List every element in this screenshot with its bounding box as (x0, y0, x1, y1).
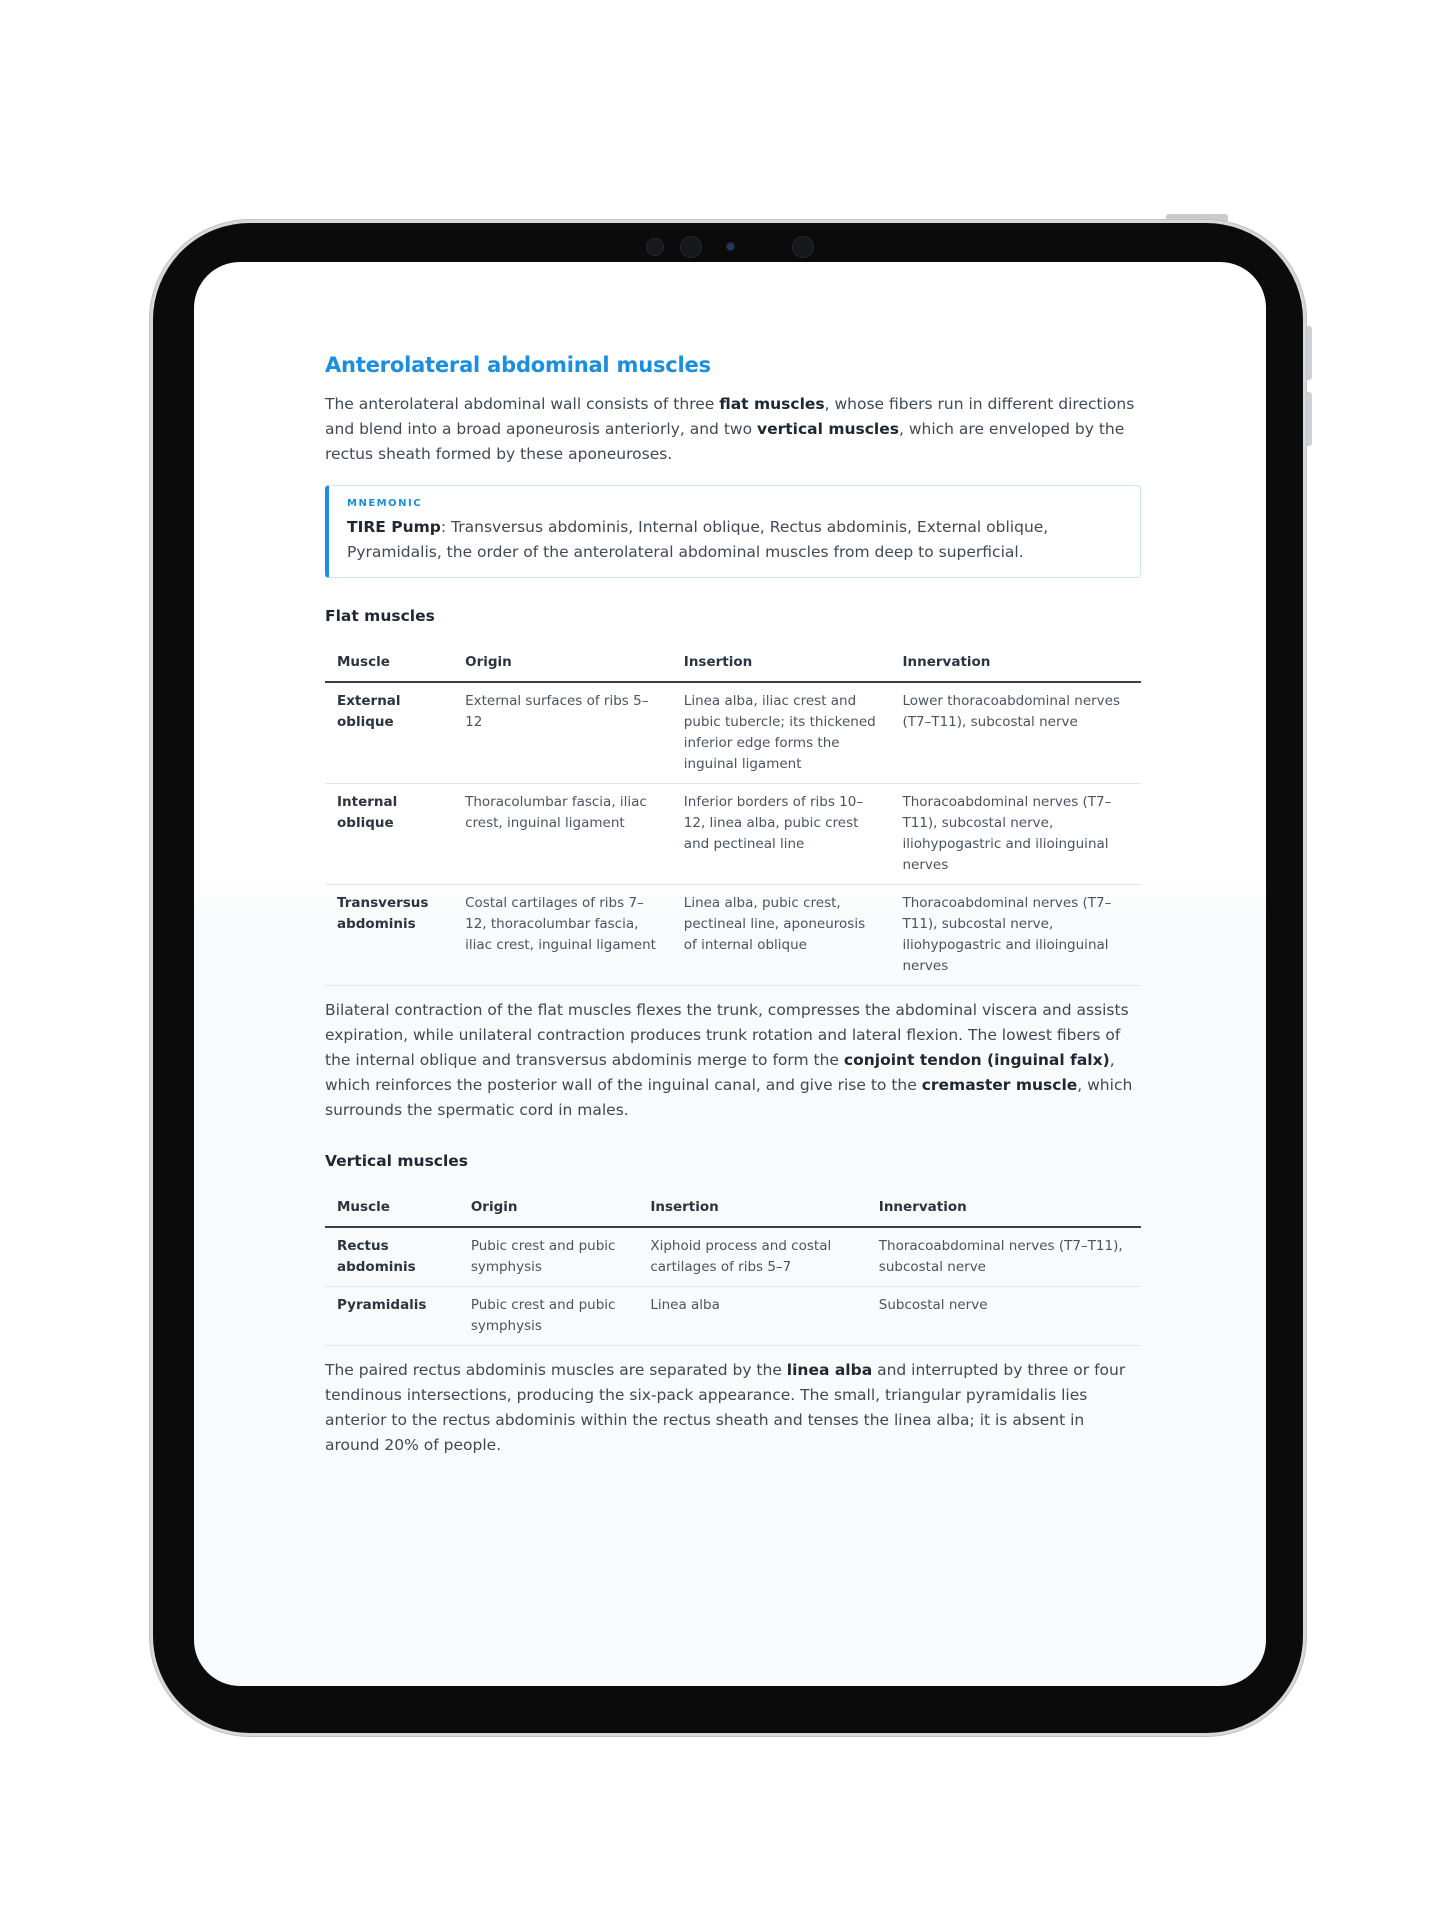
muscle-name: External oblique (325, 682, 453, 784)
innervation-cell: Lower thoracoabdominal nerves (T7–T11), subcostal nerve (890, 682, 1141, 784)
vertical-muscles-heading: Vertical muscles (325, 1152, 469, 1170)
innervation-cell: Thoracoabdominal nerves (T7–T11), subcostal nerve (867, 1227, 1141, 1287)
muscle-name: Transversus abdominis (325, 885, 453, 986)
volume-down-button (1306, 392, 1312, 446)
article (325, 350, 1141, 1458)
sensor-dot (792, 236, 814, 258)
tablet-screen (194, 262, 1266, 1686)
bold-term: cremaster muscle (921, 1076, 1078, 1094)
vertical-muscles-paragraph (325, 1358, 1141, 1458)
intro-paragraph (325, 392, 1141, 467)
vertical-muscles-table (325, 1189, 1141, 1346)
mnemonic-label: MNEMONIC (347, 498, 423, 509)
camera-indicator (726, 242, 735, 251)
origin-cell: External surfaces of ribs 5–12 (453, 682, 672, 784)
insertion-cell: Linea alba, pubic crest, pectineal line, aponeurosis of internal oblique (672, 885, 891, 986)
mnemonic-text (347, 515, 1122, 565)
table-row (325, 784, 1141, 885)
column-header: Innervation (867, 1189, 1141, 1227)
text: The paired rectus abdominis muscles are separated by the (325, 1361, 787, 1379)
column-header: Innervation (890, 644, 1141, 682)
origin-cell: Costal cartilages of ribs 7–12, thoracolumbar fascia, iliac crest, inguinal ligament (453, 885, 672, 986)
text: , which are enveloped by the rectus sheath formed by these aponeuroses. (325, 420, 1125, 463)
column-header: Origin (459, 1189, 639, 1227)
muscle-name: Pyramidalis (325, 1287, 459, 1346)
flat-muscles-table (325, 644, 1141, 986)
column-header: Muscle (325, 644, 453, 682)
text: , which surrounds the spermatic cord in males. (325, 1076, 1133, 1119)
bold-term: vertical muscles (756, 420, 899, 438)
table-row (325, 885, 1141, 986)
text: : Transversus abdominis, Internal oblique, Rectus abdominis, External oblique, Pyramidalis, the order of the anterolateral abdominal muscles from deep to superficial. (347, 518, 1049, 561)
origin-cell: Thoracolumbar fascia, iliac crest, inguinal ligament (453, 784, 672, 885)
text: and interrupted by three or four tendinous intersections, producing the six-pack appearance. The small, triangular pyramidalis lies anterior to the rectus abdominis within the rectus sheath and tenses the linea alba; it is absent in around 20% of people. (325, 1361, 1126, 1454)
table-row (325, 682, 1141, 784)
bold-term: flat muscles (719, 395, 825, 413)
innervation-cell: Subcostal nerve (867, 1287, 1141, 1346)
text: , which reinforces the posterior wall of the inguinal canal, and give rise to the (325, 1051, 1115, 1094)
sensor-dot (646, 238, 664, 256)
mnemonic-box (325, 485, 1141, 578)
insertion-cell: Inferior borders of ribs 10–12, linea alba, pubic crest and pectineal line (672, 784, 891, 885)
table-row (325, 1287, 1141, 1346)
flat-muscles-heading: Flat muscles (325, 607, 435, 625)
muscle-name: Rectus abdominis (325, 1227, 459, 1287)
bold-term: linea alba (786, 1361, 873, 1379)
innervation-cell: Thoracoabdominal nerves (T7–T11), subcostal nerve, iliohypogastric and ilioinguinal nerves (890, 784, 1141, 885)
insertion-cell: Linea alba (638, 1287, 866, 1346)
column-header: Insertion (672, 644, 891, 682)
mnemonic-term: TIRE Pump (347, 518, 441, 536)
table-header-row (325, 644, 1141, 682)
muscle-name: Internal oblique (325, 784, 453, 885)
column-header: Muscle (325, 1189, 459, 1227)
table-row (325, 1227, 1141, 1287)
volume-up-button (1306, 326, 1312, 380)
insertion-cell: Linea alba, iliac crest and pubic tubercle; its thickened inferior edge forms the inguinal ligament (672, 682, 891, 784)
column-header: Insertion (638, 1189, 866, 1227)
column-header: Origin (453, 644, 672, 682)
text: , whose fibers run in different directions and blend into a broad aponeurosis anteriorly, and two (325, 395, 1135, 438)
origin-cell: Pubic crest and pubic symphysis (459, 1287, 639, 1346)
origin-cell: Pubic crest and pubic symphysis (459, 1227, 639, 1287)
text: The anterolateral abdominal wall consists of three (325, 395, 720, 413)
bold-term: conjoint tendon (inguinal falx) (843, 1051, 1110, 1069)
section-title: Anterolateral abdominal muscles (325, 353, 711, 377)
table-header-row (325, 1189, 1141, 1227)
camera-lens (680, 236, 702, 258)
text: Bilateral contraction of the flat muscles flexes the trunk, compresses the abdominal viscera and assists expiration, while unilateral contraction produces trunk rotation and lateral flexion. The lowest fibers of the internal oblique and transversus abdominis merge to form the (325, 1001, 1129, 1069)
insertion-cell: Xiphoid process and costal cartilages of ribs 5–7 (638, 1227, 866, 1287)
flat-muscles-paragraph (325, 998, 1141, 1123)
innervation-cell: Thoracoabdominal nerves (T7–T11), subcostal nerve, iliohypogastric and ilioinguinal nerves (890, 885, 1141, 986)
